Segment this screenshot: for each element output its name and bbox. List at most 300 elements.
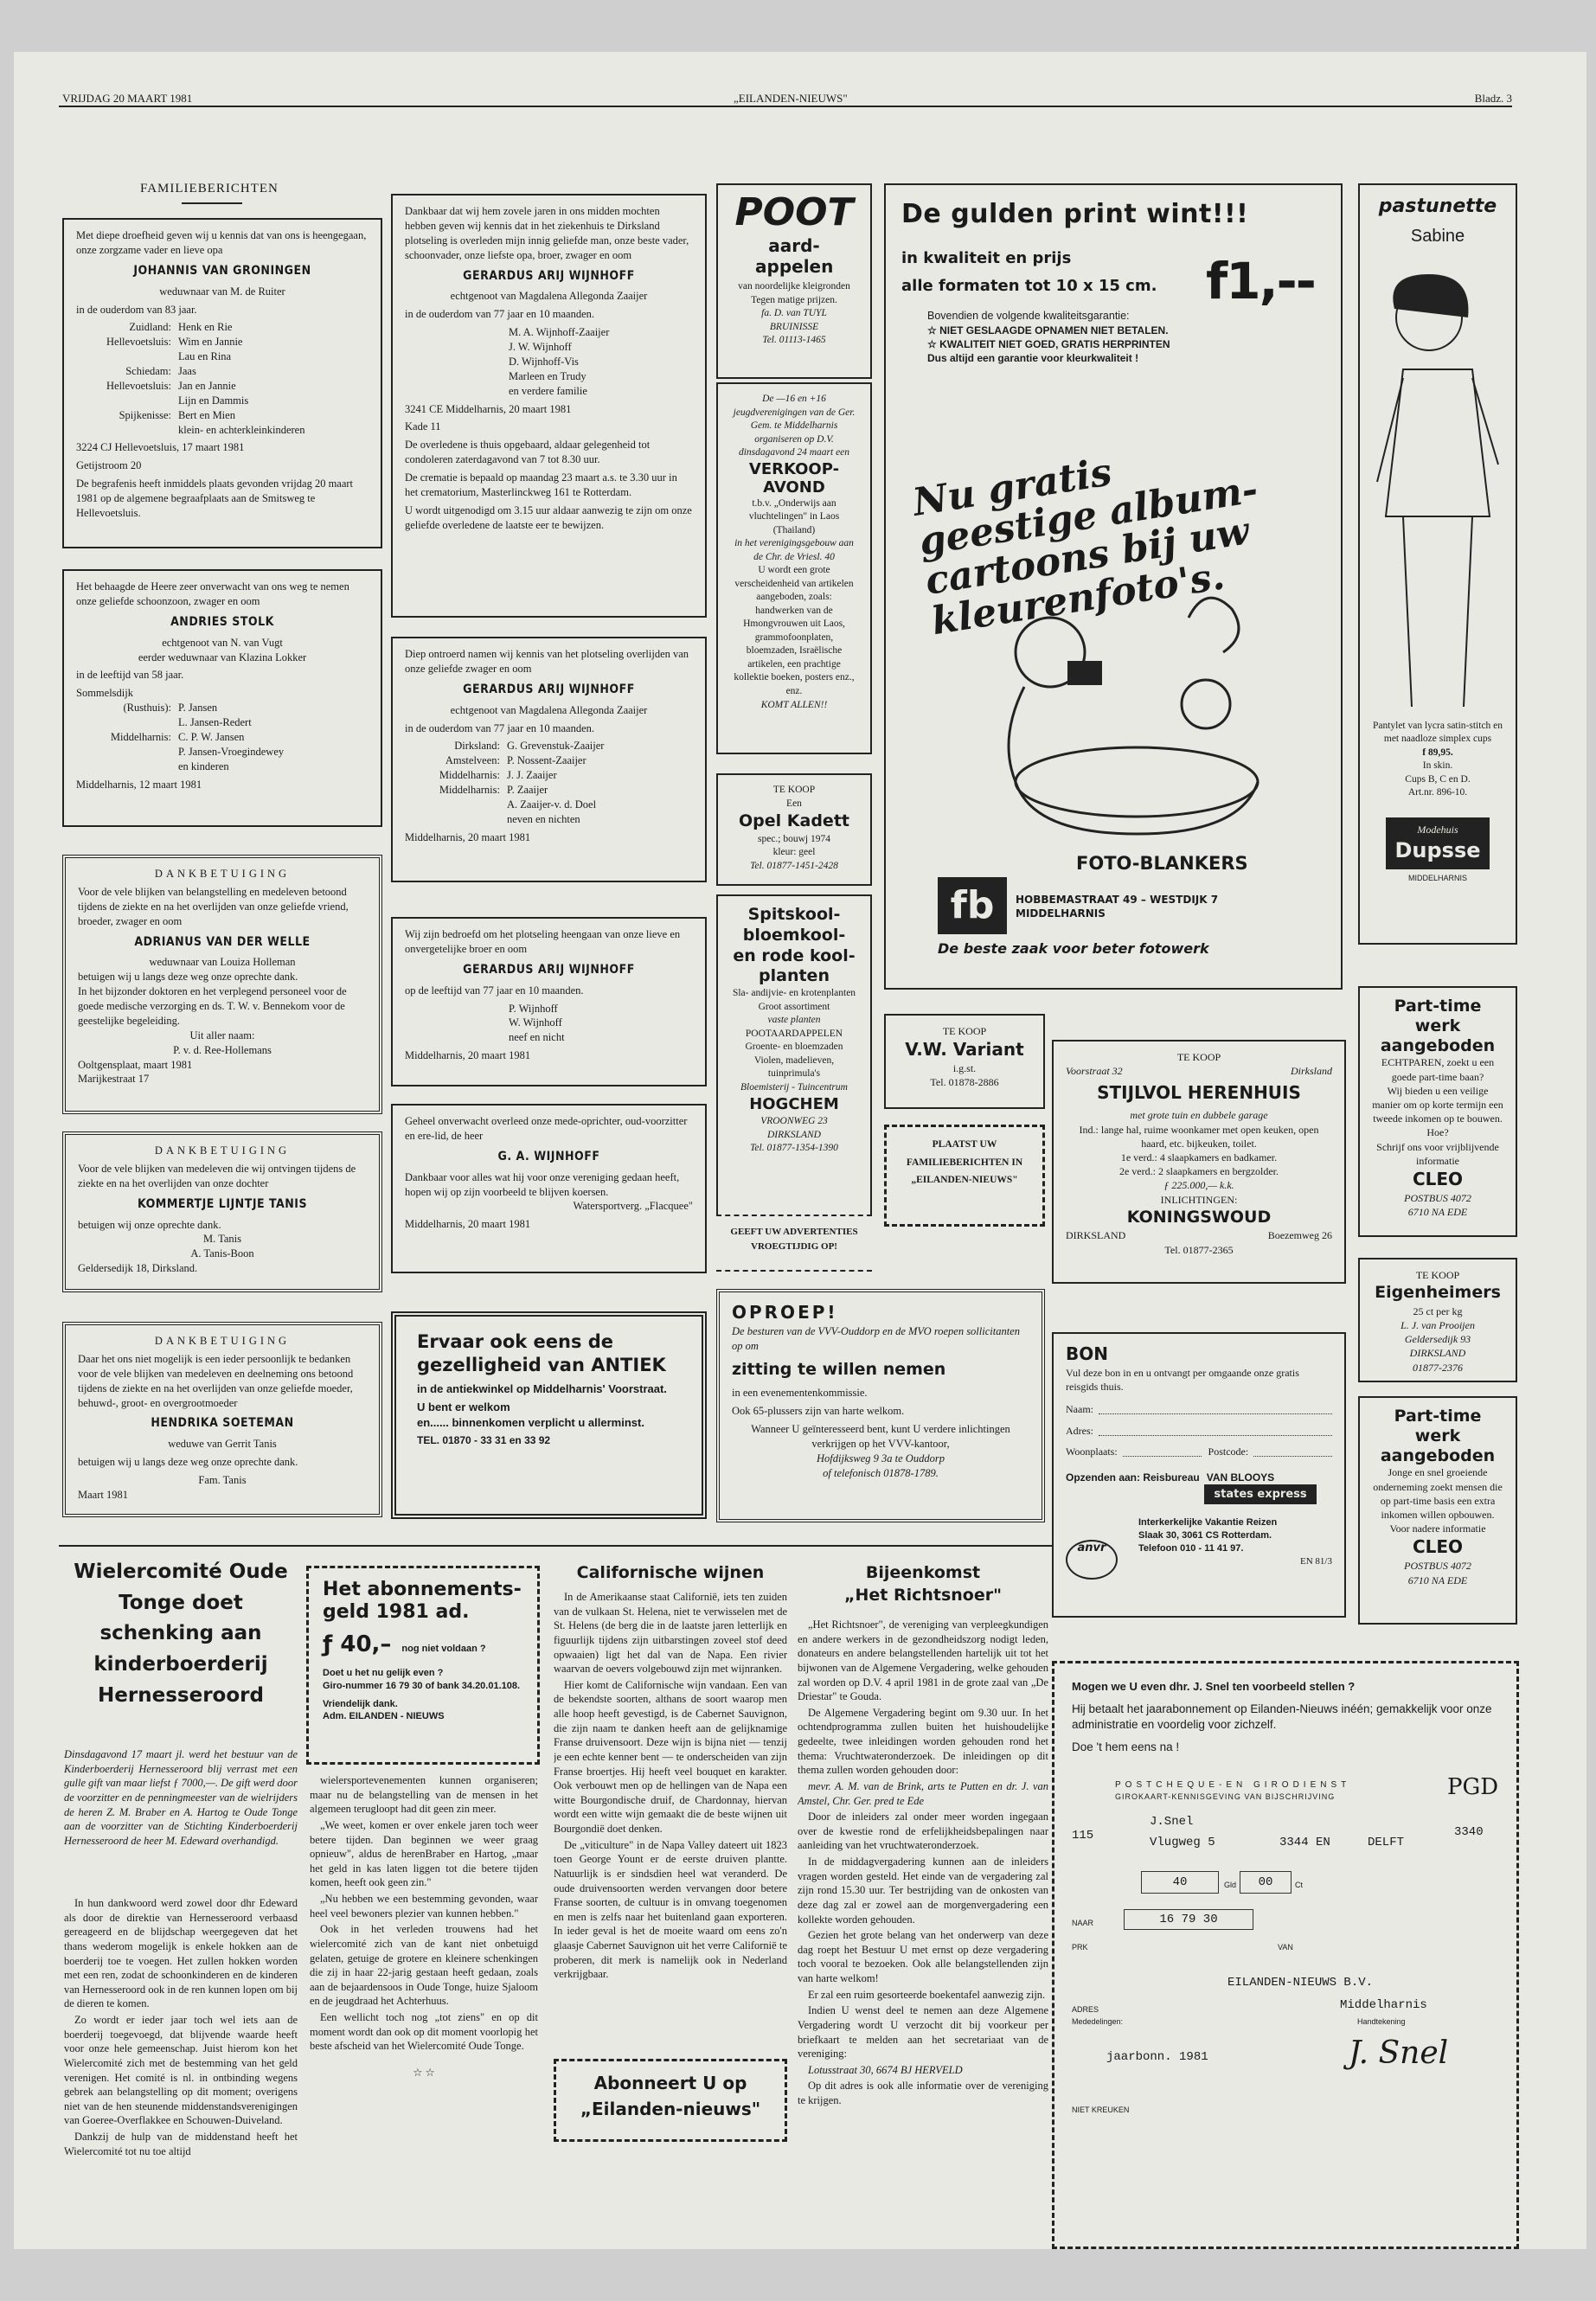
paragraph: „We weet, komen er over enkele jaren toch weer betere tijden. Dan beginnen we weer graag opnieuw", aldus de herenBraber en Hartog, „maar het geld in kas laten liggen tot die betere tijden komen, heeft ook geen zin." — [310, 1818, 538, 1889]
text: De overledene is thuis opgebaard, aldaar gelegenheid tot condoleren zaterdagavond van 7 tot 8.30 uur. — [405, 439, 651, 466]
text: Wij zijn bedroefd om het plotseling heengaan van onze lieve en onvergetelijke broer en oom — [405, 928, 681, 955]
slogan: Nu gratis geestige album-cartoons bij uw kleurenfoto's. — [909, 450, 1261, 644]
names: P. Jansen-Vroegindewey — [178, 745, 285, 758]
relative-row — [76, 408, 369, 423]
relatives-list — [405, 739, 693, 826]
text: Ct — [1295, 1881, 1303, 1889]
text: Voor de vele blijken van belangstelling en medeleven betoond tijdens de ziekte en na het overlijden van onze geliefde vriend, broeder, zwager en oom — [78, 885, 349, 927]
place: Middelharnis: — [439, 769, 500, 782]
text: Het behaagde de Heere zeer onverwacht van ons weg te nemen onze geliefde schoonzoon, zwager en oom — [76, 580, 349, 607]
text: spec.; bouwj 1974 — [757, 833, 830, 844]
text: POSTBUS 4072 — [1404, 1560, 1471, 1573]
headline: Part-time werk aangeboden — [1380, 1407, 1496, 1465]
paragraph: Indien U wenst deel te nemen aan deze Algemene Vergadering wordt U verzocht dit bij voorkeur per briefkaart te melden aan het secretariaat van de vereniging: — [798, 2004, 1048, 2061]
text: Voor nadere informatie — [1389, 1522, 1486, 1535]
text: MIDDELHARNIS — [1407, 874, 1467, 883]
name: GERARDUS ARIJ WIJNHOFF — [463, 962, 635, 977]
text: Mededelingen: — [1072, 2017, 1124, 2026]
text: TEL. 01870 - 33 31 en 33 92 — [417, 1434, 551, 1447]
text: Met diepe droefheid geven wij u kennis dat van ons is heengegaan, onze zorgzame vader en lieve opa — [76, 229, 367, 256]
text: eerder weduwnaar van Klazina Lokker — [138, 651, 307, 663]
text: GIROKAART-KENNISGEVING VAN BIJSCHRIJVING — [1115, 1792, 1336, 1801]
text: in de leeftijd van 58 jaar. — [76, 669, 184, 682]
text: nog niet voldaan ? — [401, 1643, 486, 1654]
text: Diep ontroerd namen wij kennis van het plotseling overlijden van onze geliefde zwager en oom — [405, 648, 689, 675]
headline: VERKOOP-AVOND — [748, 459, 840, 497]
relative-row — [76, 730, 369, 745]
names: P. Nossent-Zaaijer — [507, 754, 586, 767]
article-lead: Dinsdagavond 17 maart jl. werd het bestuur van de Kinderboerderij Hernesseroord blij verrast met een gulle gift van maar liefst ƒ 7000,—. De gift werd door de voorzitter en de penningmeester van de wielrijders de heren Z. M. Braber en A. Hartog te Oude Tonge aan de voorzitter van de Stichting Kinderboerderij Hernesseroord de heer M. Edeward overhandigd. — [64, 1748, 298, 1847]
bon-ad — [1052, 1332, 1346, 1618]
text: POSTCHEQUE-EN GIRODIENST — [1115, 1780, 1351, 1790]
text: alle formaten tot 10 x 15 cm. — [901, 276, 1157, 295]
text: Ind.: lange hal, ruime woonkamer met open keuken, open haard, etc. bijkeuken, toilet. — [1079, 1123, 1319, 1150]
header-title: „EILANDEN-NIEUWS" — [734, 92, 848, 105]
place — [405, 798, 500, 812]
headline: Abonneert U op „Eilanden-nieuws" — [580, 2073, 761, 2119]
text: Watersportverg. „Flacquee" — [573, 1200, 693, 1213]
text: in de ouderdom van 77 jaar en 10 maanden. — [405, 721, 595, 734]
text: Daar het ons niet mogelijk is een ieder persoonlijk te bedanken voor de vele blijken van medeleven en deelneming ons betoond tijdens de ziekte en na het overlijden van onze geliefde moeder, behuwd-, groot- en overgrootmoeder — [78, 1352, 354, 1409]
place — [76, 745, 171, 760]
name-field[interactable] — [1099, 1402, 1332, 1414]
place: Dirksland: — [454, 740, 500, 753]
name-line: en verdere familie — [509, 384, 587, 397]
text: betuigen wij onze oprechte dank. — [78, 1218, 221, 1231]
text: TE KOOP — [1415, 1269, 1460, 1281]
text: 01877-2376 — [1413, 1361, 1463, 1374]
names: Wim en Jannie — [178, 336, 243, 349]
paragraph: In de Amerikaanse staat Californië, iets ten zuiden van de vulkaan St. Helena, niet te verwisselen met de St. Helens (de berg die in de laatste jaren letterlijk en figuurlijk tijdens zijn uitbarstingen zoveel stof deed opwaaien) ligt het dal van de Napa. Een rivier waarvan de oevers volgebouwd zijn met wijnranken. — [554, 1591, 787, 1676]
price: f 89,95. — [1422, 747, 1453, 758]
text: Een — [786, 798, 802, 809]
text: kleur: geel — [772, 847, 816, 858]
names: Lau en Rina — [178, 350, 232, 363]
text: Ook 65-plussers zijn van harte welkom. — [732, 1405, 905, 1418]
text: Slaak 30, 3061 CS Rotterdam. — [1138, 1529, 1272, 1541]
name-line: D. Wijnhoff-Vis — [509, 355, 579, 368]
plants-ad — [716, 894, 872, 1223]
text: jaarbonn. 1981 — [1106, 2050, 1208, 2064]
text: Telefoon 010 - 11 41 97. — [1138, 1542, 1244, 1554]
headline: HOGCHEM — [749, 1095, 839, 1114]
headline: Opel Kadett — [739, 811, 849, 831]
text: KOMT ALLEN!! — [760, 699, 828, 710]
text: Doe 't hem eens na ! — [1072, 1740, 1180, 1753]
text: Bovendien de volgende kwaliteitsgarantie: — [927, 310, 1130, 323]
shop-name: FOTO-BLANKERS — [1076, 853, 1248, 874]
text: Doet u het nu gelijk even ? — [323, 1667, 444, 1678]
text: of telefonisch 01878-1789. — [823, 1466, 939, 1479]
text: in de ouderdom van 77 jaar en 10 maanden. — [405, 308, 595, 321]
text: i.g.st. — [952, 1062, 977, 1075]
name-line: W. Wijnhoff — [509, 1016, 562, 1029]
headline: zitting te willen nemen — [732, 1359, 946, 1379]
names: Bert en Mien — [178, 408, 235, 421]
relative-row — [76, 335, 369, 349]
name: JOHANNIS VAN GRONINGEN — [133, 263, 311, 278]
text: Adm. EILANDEN - NIEUWS — [323, 1711, 445, 1722]
text: Wanneer U geïnteresseerd bent, kunt U verdere inlichtingen verkrijgen op het VVV-kantoor, — [751, 1423, 1010, 1451]
name: G. A. WIJNHOFF — [497, 1149, 600, 1163]
paragraph: Gezien het grote belang van het onderwerp van deze dag roept het Bestuur U met ernst op deze vergadering toch vooral te bezoeken. Ook alle belangstellenden zijn van harte welkom! — [798, 1929, 1048, 1984]
names: Jan en Jannie — [178, 379, 236, 392]
heading: DANKBETUIGING — [154, 1335, 291, 1347]
obituary-watersport — [391, 1104, 707, 1273]
paragraph: „Het Richtsnoer", de vereniging van verpleegkundigen en andere werkers in de gezondheidszorg nodigt leden, donateurs en andere belangstellenden hartelijk uit tot het bijwonen van de Algemene Vergadering, welke gehouden zal worden op D.V. 4 april 1981 in de grote zaal van „De Driestar" te Gouda. — [798, 1618, 1048, 1703]
dankbetuiging-soeteman — [62, 1322, 382, 1517]
place — [76, 715, 171, 730]
text: P. v. d. Ree-Hollemans — [173, 1043, 272, 1056]
text: BRUINISSE — [769, 321, 819, 332]
geeft-ad — [716, 1215, 872, 1272]
relative-row — [405, 783, 693, 798]
relative-row — [76, 745, 369, 760]
relative-row — [405, 768, 693, 783]
header-page: Bladz. 3 — [1474, 92, 1512, 105]
text: in een evenementenkommissie. — [732, 1387, 868, 1400]
text: Groot assortiment — [758, 1001, 830, 1012]
names-list — [405, 325, 693, 398]
article-headline: Bijeenkomst — [865, 1563, 981, 1582]
article-headline: Californische wijnen — [576, 1563, 765, 1582]
relatives-list — [76, 320, 369, 437]
relative-row — [76, 364, 369, 379]
text: Middelharnis, 20 maart 1981 — [405, 830, 531, 843]
text: 6710 NA EDE — [1407, 1574, 1468, 1586]
text: Dirksland — [1291, 1065, 1332, 1078]
text: L. J. van Prooijen — [1401, 1319, 1475, 1332]
tagline: De beste zaak voor beter fotowerk — [938, 940, 1209, 957]
text: Tel. 01113-1465 — [762, 335, 826, 346]
eigenheimers-ad — [1358, 1258, 1517, 1382]
postcode-label: Postcode: — [1208, 1445, 1249, 1458]
states-express-logo: states express — [1204, 1484, 1317, 1504]
text: Hoe? — [1426, 1126, 1449, 1139]
heading: DANKBETUIGING — [154, 1144, 291, 1157]
text: Middelharnis, 20 maart 1981 — [405, 1218, 531, 1231]
text: Vriendelijk dank. — [323, 1698, 398, 1709]
paragraph: De „viticulture" in de Napa Valley dateert uit 1823 toen George Yount er de eerste druiven plantte. Natuurlijk is er sindsdien heel wat veranderd. De oude druivensoorten werden vervangen door betere Franse soorten, de cultuur is in omvang toegenomen en men is zelfs naar het buitenland gaan exporteren. In ieder geval is het de moeite waard om eens zo'n glaasje Cabernet Sauvignon uit het verre Californië te proberen, dit merk is namelijk ook in Nederland verkrijgbaar. — [554, 1838, 787, 1981]
text: De begrafenis heeft inmiddels plaats gevonden vrijdag 20 maart 1981 op de algemene begraafplaats aan de Smitsweg te Hellevoetsluis. — [76, 478, 354, 519]
familie-title: FAMILIEBERICHTEN — [140, 182, 279, 195]
text: Dankbaar voor alles wat hij voor onze vereniging gedaan heeft, hopen wij op zijn voorbeeld te blijven koersen. — [405, 1170, 680, 1198]
stars: ☆ ☆ — [413, 2066, 435, 2079]
place: Middelharnis: — [439, 784, 500, 797]
place — [76, 760, 171, 774]
text: Modehuis — [1417, 823, 1458, 836]
text: met grote tuin en dubbele garage — [1130, 1109, 1268, 1122]
address-field[interactable] — [1099, 1424, 1332, 1436]
text: 1e verd.: 4 slaapkamers en badkamer. — [1120, 1150, 1278, 1163]
place — [76, 423, 171, 438]
text: Dupsse — [1394, 837, 1481, 862]
text: handwerken van de Hmongvrouwen uit Laos, grammofoonplaten, bloemzaden, Israëlische artikelen, een prachtige kollektie boeken, posters enz., enz. — [734, 605, 855, 696]
text: VAN — [1278, 1943, 1293, 1952]
text: Pantylet van lycra satin-stitch en met naadloze simplex cups — [1372, 720, 1503, 745]
paragraph: Op dit adres is ook alle informatie over de vereniging te krijgen. — [798, 2080, 1048, 2106]
headline: Spitskool-bloemkool- en rode kool-planten — [733, 905, 856, 986]
place: Zuidland: — [129, 321, 171, 334]
text: Uit aller naam: — [189, 1029, 255, 1042]
text: De crematie is bepaald op maandag 23 maart a.s. te 3.30 uur in het crematorium, Masterlinckweg 161 te Rotterdam. — [405, 471, 677, 498]
headline: OPROEP! — [732, 1302, 838, 1323]
relative-row — [405, 753, 693, 768]
dankbetuiging-tanis — [62, 1131, 382, 1292]
headline: Ervaar ook eens de gezelligheid van ANTIEK — [417, 1331, 666, 1376]
paragraph: mevr. A. M. van de Brink, arts te Putten en dr. J. van Amstel, Chr. Ger. pred te Ede — [798, 1779, 1048, 1807]
foto-blankers-ad: De gulden print wint!!! in kwaliteit en prijs alle formaten tot 10 x 15 cm. f1,-- Bovendien de volgende kwaliteitsgarantie: ☆ NIET GESLAAGDE OPNAMEN NIET BETALEN. ☆ KWALITEIT NIET GOED, GRATIS HERPRINTEN Dus altijd een garantie voor kleurkwaliteit ! Nu gratis geestige album-cartoons bij uw kleurenfoto's. FOTO-BLANKERS fb HOBBEMASTRAAT 49 – WESTDIJK 7 MIDDELHARNIS De beste zaak voor beter fotowerk — [884, 183, 1343, 990]
anvr-logo: anvr — [1066, 1540, 1118, 1580]
text: 2e verd.: 2 slaapkamers en bergzolder. — [1118, 1165, 1279, 1178]
paragraph: „Nu hebben we een bestemming gevonden, waar heel veel bewoners plezier van kunnen hebben." — [310, 1893, 538, 1920]
text: in de ouderdom van 83 jaar. — [76, 303, 197, 316]
relative-row — [76, 760, 369, 774]
obituary-stolk — [62, 569, 382, 827]
names: C. P. W. Jansen — [178, 730, 245, 743]
variant-ad — [884, 1014, 1045, 1109]
names: Lijn en Dammis — [178, 394, 249, 407]
text: Middelharnis, 12 maart 1981 — [76, 778, 202, 791]
text: In het bijzonder doktoren en het verplegend personeel voor de goede medische verzorging en ds. T. W. v. Bennekom voor de geestelijke begeleiding. — [78, 985, 347, 1027]
article-body-continued — [310, 1773, 538, 2240]
verkoop-avond-ad — [716, 382, 872, 754]
text: NAAR — [1072, 1919, 1094, 1927]
text: op de leeftijd van 77 jaar en 10 maanden. — [405, 984, 584, 997]
text: PLAATST UW FAMILIEBERICHTEN IN „EILANDEN-NIEUWS" — [906, 1139, 1023, 1186]
article-headline: „Het Richtsnoer" — [843, 1586, 1003, 1605]
relative-row — [76, 379, 369, 394]
names: klein- en achterkleinkinderen — [178, 423, 305, 436]
text: 6710 NA EDE — [1407, 1206, 1468, 1219]
paragraph: De Algemene Vergadering begint om 9.30 uur. In het ochtendprogramma zullen buiten het huishoudelijke gedeelte, twee inleidingen worden gehouden rond het thema: Vruchtwateronderzoek. De inleidingen op dit thema zullen worden gehouden door: — [798, 1706, 1048, 1777]
text: Geheel onverwacht overleed onze mede-oprichter, oud-voorzitter en ere-lid, de heer — [405, 1115, 688, 1142]
relative-row — [76, 701, 369, 715]
names: L. Jansen-Redert — [178, 716, 252, 729]
text: Tel. 01877-1451-2428 — [750, 860, 838, 871]
text: In skin. — [1422, 760, 1453, 772]
text: 3340 — [1454, 1825, 1484, 1839]
brand-logo: pastunette — [1378, 195, 1497, 217]
text: Tel. 01877-2365 — [1164, 1243, 1234, 1256]
text: GEEFT UW ADVERTENTIES VROEGTIJDIG OP! — [730, 1227, 858, 1252]
relatives-list — [76, 701, 369, 773]
abonneert-ad — [554, 2059, 787, 2142]
text: in kwaliteit en prijs — [901, 248, 1072, 267]
amount-guilders: 40 — [1141, 1871, 1219, 1894]
amount-cents: 00 — [1240, 1871, 1292, 1894]
text: M. Tanis — [202, 1233, 242, 1246]
relative-row — [405, 798, 693, 812]
text: Vul deze bon in en u ontvangt per omgaande onze gratis reisgids thuis. — [1066, 1367, 1299, 1394]
text: ECHTPAREN, zoekt u een goede part-time baan? — [1381, 1056, 1495, 1083]
text: POSTBUS 4072 — [1404, 1191, 1471, 1204]
text: Giro-nummer 16 79 30 of bank 34.20.01.108. — [323, 1680, 521, 1691]
text: in de antiekwinkel op Middelharnis' Voorstraat. — [417, 1381, 667, 1395]
text: Voorstraat 32 — [1066, 1065, 1123, 1078]
text: HOBBEMASTRAAT 49 – WESTDIJK 7 — [1016, 894, 1219, 906]
text: De —16 en +16 jeugdverenigingen van de Ger. Gem. te Middelharnis organiseren op D.V. dinsdagavond 24 maart een — [733, 394, 856, 458]
heading: DANKBETUIGING — [154, 868, 291, 880]
text: Vlugweg 5 — [1150, 1836, 1215, 1849]
headline: Het abonnements-geld 1981 ad. — [323, 1579, 522, 1624]
relative-row — [405, 812, 693, 827]
text: Boezemweg 26 — [1267, 1229, 1332, 1242]
place: Schiedam: — [125, 365, 171, 378]
price: f1,-- — [1206, 252, 1315, 311]
address-label: Adres: — [1066, 1424, 1093, 1437]
text: Gld — [1224, 1881, 1237, 1889]
relative-row — [76, 423, 369, 438]
text: DIRKSLAND — [1066, 1229, 1126, 1242]
text: in het verenigingsgebouw aan de Chr. de Vriesl. 40 — [734, 538, 854, 562]
names: Henk en Rie — [178, 321, 233, 334]
relative-row — [76, 320, 369, 335]
paragraph: Hier komt de Californische wijn vandaan. Een van de bekendste soorten, althans de soort waarop men alle hoop heeft gevestigd, is de Cabernet Sauvignon, die zijn naam te danken heeft aan de gelijknamige Franse druivensoort. Deze wijn is bijna niet — tenzij je een echte kenner bent — te onderscheiden van zijn Franse broertjes. Hij heeft veel bouquet en karakter. Ook verbouwt men op de hellingen van de Napa een witte Bourgondische druif, de Chardonnay, hiervan wordt een witte wijn gemaakt die de beste wijnen uit Bourgondië doet denken. — [554, 1678, 787, 1835]
text: EILANDEN-NIEUWS B.V. — [1227, 1976, 1374, 1990]
paragraph: Zo wordt er ieder jaar toch wel iets aan de boerderij toegevoegd, dat blijvende waarde heeft voor onze hele gemeenschap. Juist hierom kon het Wielercomité zich met de bestemming van het geld verenigen. Het comité is nl. in ontbinding wegens gebrek aan belangstelling op dit moment; overigens niet van de hen steunende middenstandsverenigingen van Goeree-Overflakkee en Schouwen-Duiveland. — [64, 2014, 298, 2127]
text: Hij betaalt het jaarabonnement op Eilanden-Nieuws inéén; gemakkelijk voor onze administratie en voordelig voor zichzelf. — [1072, 1702, 1492, 1731]
name-label: Naam: — [1066, 1403, 1093, 1416]
names: A. Zaaijer-v. d. Doel — [507, 798, 597, 811]
city-field[interactable] — [1123, 1445, 1202, 1457]
parttime-ad-1 — [1358, 986, 1517, 1237]
text: DELFT — [1368, 1836, 1405, 1849]
names: G. Grevenstuk-Zaaijer — [507, 740, 605, 753]
text: DIRKSLAND — [1409, 1347, 1466, 1360]
names: Jaas — [178, 365, 196, 378]
headline: STIJLVOL HERENHUIS — [1097, 1082, 1301, 1104]
obituary-wijnhoff-family — [391, 194, 707, 618]
place — [76, 349, 171, 364]
text: Marijkestraat 17 — [78, 1073, 150, 1086]
text: Wij bieden u een veilige manier om op korte termijn een tweede inkomen op te bouwen. — [1372, 1084, 1503, 1125]
text: Kade 11 — [405, 420, 441, 433]
text: Voor de vele blijken van medeleven die wij ontvingen tijdens de ziekte en na het overlijden van onze dochter — [78, 1162, 356, 1189]
paragraph: In hun dankwoord werd zowel door dhr Edeward als door de direktie van Hernesseroord verbaasd gereageerd en de blijdschap weergegeven dat het thans wederom mogelijk is enkele hokken aan de boerderij toe te voegen. Het zullen hokken worden met een ren, zodat de schoonkinderen en de kinderen van Hernesseroord ook in de ren kunnen lopen om bij de dieren te komen. — [64, 1897, 298, 2010]
name: KOMMERTJE LIJNTJE TANIS — [137, 1196, 308, 1211]
article-body — [64, 1896, 298, 2270]
text: U wordt uitgenodigd om 3.15 uur aldaar aanwezig te zijn om onze geliefde overledene de laatste eer te bewijzen. — [405, 503, 692, 531]
headline: aard-appelen — [755, 235, 834, 277]
headline: V.W. Variant — [905, 1039, 1024, 1061]
postcode-field[interactable] — [1253, 1445, 1332, 1457]
text: De besturen van de VVV-Ouddorp en de MVO roepen sollicitanten op om — [732, 1325, 1020, 1352]
opel-ad — [716, 773, 872, 886]
product-name: Sabine — [1410, 226, 1465, 246]
text: DIRKSLAND — [767, 1129, 821, 1140]
text: PRK — [1072, 1943, 1088, 1952]
herenhuis-ad — [1052, 1040, 1346, 1284]
name: ADRIANUS VAN DER WELLE — [134, 934, 311, 949]
text: Ooltgensplaat, maart 1981 — [78, 1058, 193, 1071]
text: Middelharnis — [1340, 1998, 1427, 2012]
text: J.Snel — [1150, 1815, 1194, 1829]
text: Hofdijksweg 9 3a te Ouddorp — [817, 1452, 945, 1465]
place — [76, 394, 171, 408]
names: P. Zaaijer — [507, 784, 548, 797]
paragraph: Er zal een ruim gesorteerde boekentafel aanwezig zijn. — [808, 1988, 1046, 2001]
fb-logo: fb — [938, 877, 1007, 934]
text: Opzenden aan: Reisbureau — [1066, 1471, 1200, 1484]
text: TE KOOP — [772, 785, 816, 795]
text: NIET KREUKEN — [1072, 2106, 1130, 2114]
text: weduwnaar van Louiza Holleman — [149, 956, 296, 969]
text: echtgenoot van N. van Vugt — [162, 636, 283, 649]
article-body — [798, 1618, 1048, 2258]
text: POOTAARDAPPELEN — [745, 1028, 843, 1039]
dankbetuiging-welle — [62, 855, 382, 1114]
name-line: J. W. Wijnhoff — [509, 341, 572, 354]
account-number: 16 79 30 — [1124, 1909, 1253, 1930]
text: 3344 EN — [1279, 1836, 1330, 1849]
relative-row — [76, 715, 369, 730]
text: betuigen wij u langs deze weg onze oprechte dank. — [78, 1456, 298, 1469]
text: EN 81/3 — [1300, 1555, 1332, 1567]
place — [405, 812, 500, 827]
text: INLICHTINGEN: — [1160, 1193, 1238, 1206]
relative-row — [76, 394, 369, 408]
text: Tegen matige prijzen. — [751, 294, 837, 305]
paragraph: In de middagvergadering kunnen aan de inleiders vragen worden gesteld. Het einde van de vergadering zal zijn rond 15.30 uur. Ter bestrijding van de onkosten van deze dag zal er zowel aan de morgenvergadering een kollekte worden gehouden. — [798, 1856, 1048, 1926]
text: Fam. Tanis — [198, 1474, 247, 1487]
text: Tel. 01878-2886 — [930, 1076, 999, 1089]
name: ANDRIES STOLK — [170, 614, 274, 629]
antiek-ad — [391, 1311, 707, 1519]
text: Handtekening — [1357, 2017, 1406, 2026]
paragraph: Door de inleiders zal onder meer worden ingegaan over de kwestie rond de erfelijkheidsbepalingen naar aanleiding van het vruchtwateronderzoek. — [798, 1811, 1048, 1852]
header-date: VRIJDAG 20 MAART 1981 — [62, 92, 193, 105]
cartoon-illustration — [946, 566, 1275, 843]
text: t.b.v. „Onderwijs aan vluchtelingen" in Laos (Thailand) — [748, 497, 840, 535]
text: Middelharnis, 20 maart 1981 — [405, 1049, 531, 1062]
relative-row — [405, 739, 693, 753]
pastunette-ad — [1358, 183, 1517, 945]
place: Hellevoetsluis: — [106, 336, 171, 349]
guarantee-1: NIET GESLAAGDE OPNAMEN NIET BETALEN. — [939, 324, 1169, 336]
abonnement-ad — [306, 1566, 540, 1765]
divider — [59, 1545, 1052, 1547]
text: Tel. 01877-1354-1390 — [750, 1143, 838, 1154]
text: 25 ct per kg — [1413, 1304, 1463, 1317]
headline: Part-time werk aangeboden — [1380, 997, 1496, 1055]
divider — [182, 202, 242, 204]
text: TE KOOP — [1176, 1051, 1221, 1063]
headline: CLEO — [1412, 1536, 1464, 1558]
names-list — [405, 1002, 693, 1046]
text: weduwnaar van M. de Ruiter — [159, 285, 285, 298]
text: VROONWEG 23 — [760, 1116, 828, 1127]
model-illustration — [1368, 257, 1507, 715]
guarantee-2: KWALITEIT NIET GOED, GRATIS HERPRINTEN — [939, 338, 1170, 351]
signature: J. Snel — [1349, 2035, 1449, 2071]
price: ƒ 40,– — [323, 1631, 392, 1657]
text: Mogen we U even dhr. J. Snel ten voorbeeld stellen ? — [1072, 1680, 1356, 1693]
text: Getijstroom 20 — [76, 459, 142, 472]
name-line: M. A. Wijnhoff-Zaaijer — [509, 326, 610, 339]
plaatst-ad — [884, 1125, 1045, 1227]
text: fa. D. van TUYL — [761, 308, 827, 319]
headline: KONINGSWOUD — [1126, 1207, 1272, 1227]
text: Jonge en snel groeiende onderneming zoekt mensen die op part-time basis een extra inkomen willen opbouwen. — [1373, 1466, 1503, 1521]
page-header — [59, 90, 1512, 107]
name: GERARDUS ARIJ WIJNHOFF — [463, 268, 635, 283]
names: en kinderen — [178, 760, 229, 772]
headline: POOT — [734, 190, 854, 234]
text: ƒ 225.000,— k.k. — [1163, 1179, 1234, 1192]
text: Cups B, C en D. — [1405, 773, 1471, 785]
name-line: Marleen en Trudy — [509, 369, 586, 382]
